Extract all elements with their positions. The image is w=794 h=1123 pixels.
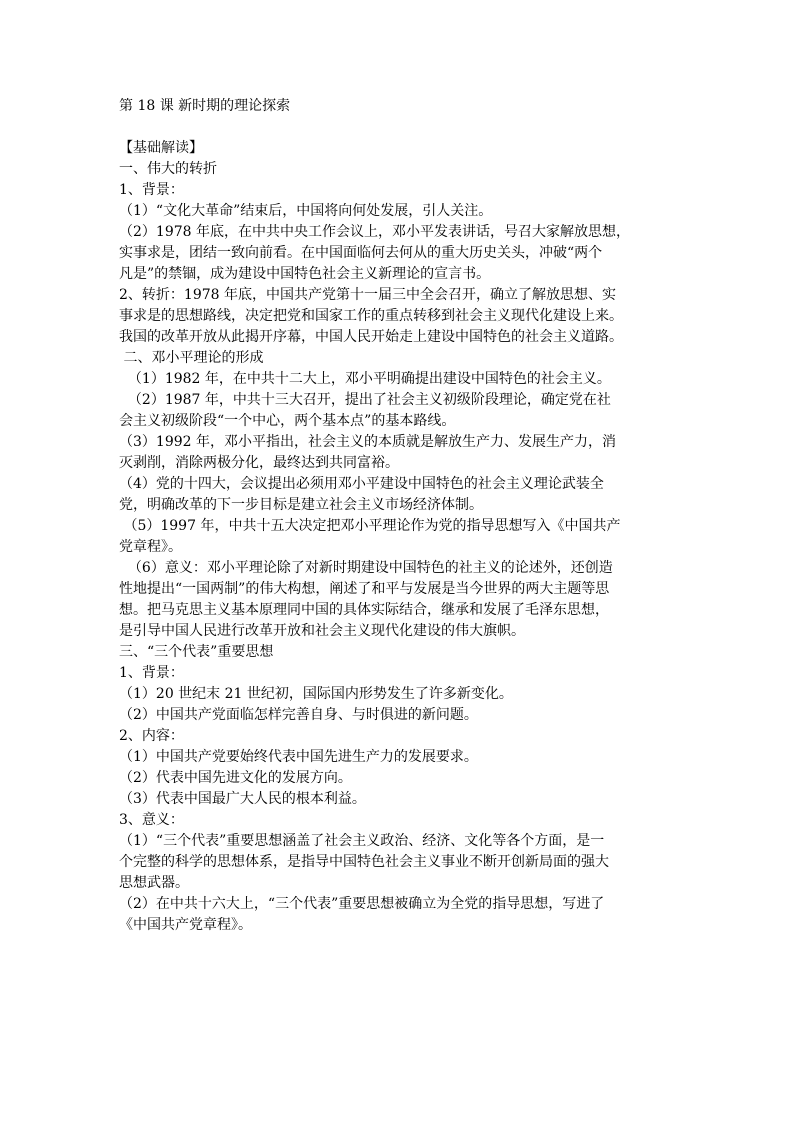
spacer [119,117,683,138]
text-line: （3）1992 年，邓小平指出，社会主义的本质就是解放生产力、发展生产力，消 [119,434,616,450]
text-line: 性地提出“一国两制”的伟大构想，阐述了和平与发展是当今世界的两大主题等思 [119,581,610,597]
text-line: 思想武器。 [119,875,189,891]
text-line: （5）1997 年，中共十五大决定把邓小平理论作为党的指导思想写入《中国共产 [119,518,621,534]
section-heading-basic: 【基础解读】 [119,140,203,156]
text-line: （2）在中共十六大上，“三个代表”重要思想被确立为全党的指导思想，写进了 [119,896,605,912]
text-line: 事求是的思想路线，决定把党和国家工作的重点转移到社会主义现代化建设上来。 [119,308,623,324]
subheading-content: 2、内容： [119,728,184,744]
subheading-background-3: 1、背景： [119,665,184,681]
text-line: 2、转折：1978 年底，中国共产党第十一届三中全会召开，确立了解放思想、实 [119,287,616,303]
text-line: 想。把马克思主义基本原理同中国的具体实际结合，继承和发展了毛泽东思想， [119,602,609,618]
text-line: 凡是”的禁锢，成为建设中国特色社会主义新理论的宣言书。 [119,266,491,282]
text-line: 灭剥削，消除两极分化，最终达到共同富裕。 [119,455,399,471]
text-line: 实事求是，团结一致向前看。在中国面临何去何从的重大历史关头，冲破“两个 [119,245,603,261]
text-line: （2）1987 年，中共十三大召开，提出了社会主义初级阶段理论，确定党在社 [119,392,611,408]
subheading-background-1: 1、背景： [119,182,184,198]
section-heading-3: 三、“三个代表”重要思想 [119,644,274,660]
subheading-significance: 3、意义： [119,812,184,828]
document-page [119,96,683,936]
text-line: 是引导中国人民进行改革开放和社会主义现代化建设的伟大旗帜。 [119,623,525,639]
text-line: （2）中国共产党面临怎样完善自身、与时俱进的新问题。 [119,707,478,723]
text-line: （2）代表中国先进文化的发展方向。 [119,770,352,786]
text-line: （1）中国共产党要始终代表中国先进生产力的发展要求。 [119,749,478,765]
text-line: 会主义初级阶段“一个中心，两个基本点”的基本路线。 [119,413,456,429]
text-line: （1）“文化大革命”结束后，中国将向何处发展，引人关注。 [119,203,493,219]
text-line: （1）20 世纪末 21 世纪初，国际国内形势发生了许多新变化。 [119,686,513,702]
text-line: 党章程》。 [119,539,182,555]
section-heading-1: 一、伟大的转折 [119,161,217,177]
text-line: 党，明确改革的下一步目标是建立社会主义市场经济体制。 [119,497,483,513]
text-line: （3）代表中国最广大人民的根本利益。 [119,791,366,807]
text-line: 个完整的科学的思想体系，是指导中国特色社会主义事业不断开创新局面的强大 [119,854,609,870]
text-line: 《中国共产党章程》。 [119,917,252,933]
text-line: （1）“三个代表”重要思想涵盖了社会主义政治、经济、文化等各个方面，是一 [119,833,605,849]
lesson-title: 第 18 课 新时期的理论探索 [119,98,291,114]
text-line: （1）1982 年，在中共十二大上，邓小平明确提出建设中国特色的社会主义。 [119,371,611,387]
section-heading-2: 二、邓小平理论的形成 [119,350,264,366]
text-line: （2）1978 年底，在中共中央工作会议上，邓小平发表讲话，号召大家解放思想， [119,224,630,240]
text-line: （4）党的十四大，会议提出必须用邓小平建设中国特色的社会主义理论武装全 [119,476,604,492]
text-line: （6）意义：邓小平理论除了对新时期建设中国特色的社主义的论述外，还创造 [119,560,613,576]
document-body [119,138,683,936]
text-line: 我国的改革开放从此揭开序幕，中国人民开始走上建设中国特色的社会主义道路。 [119,329,623,345]
